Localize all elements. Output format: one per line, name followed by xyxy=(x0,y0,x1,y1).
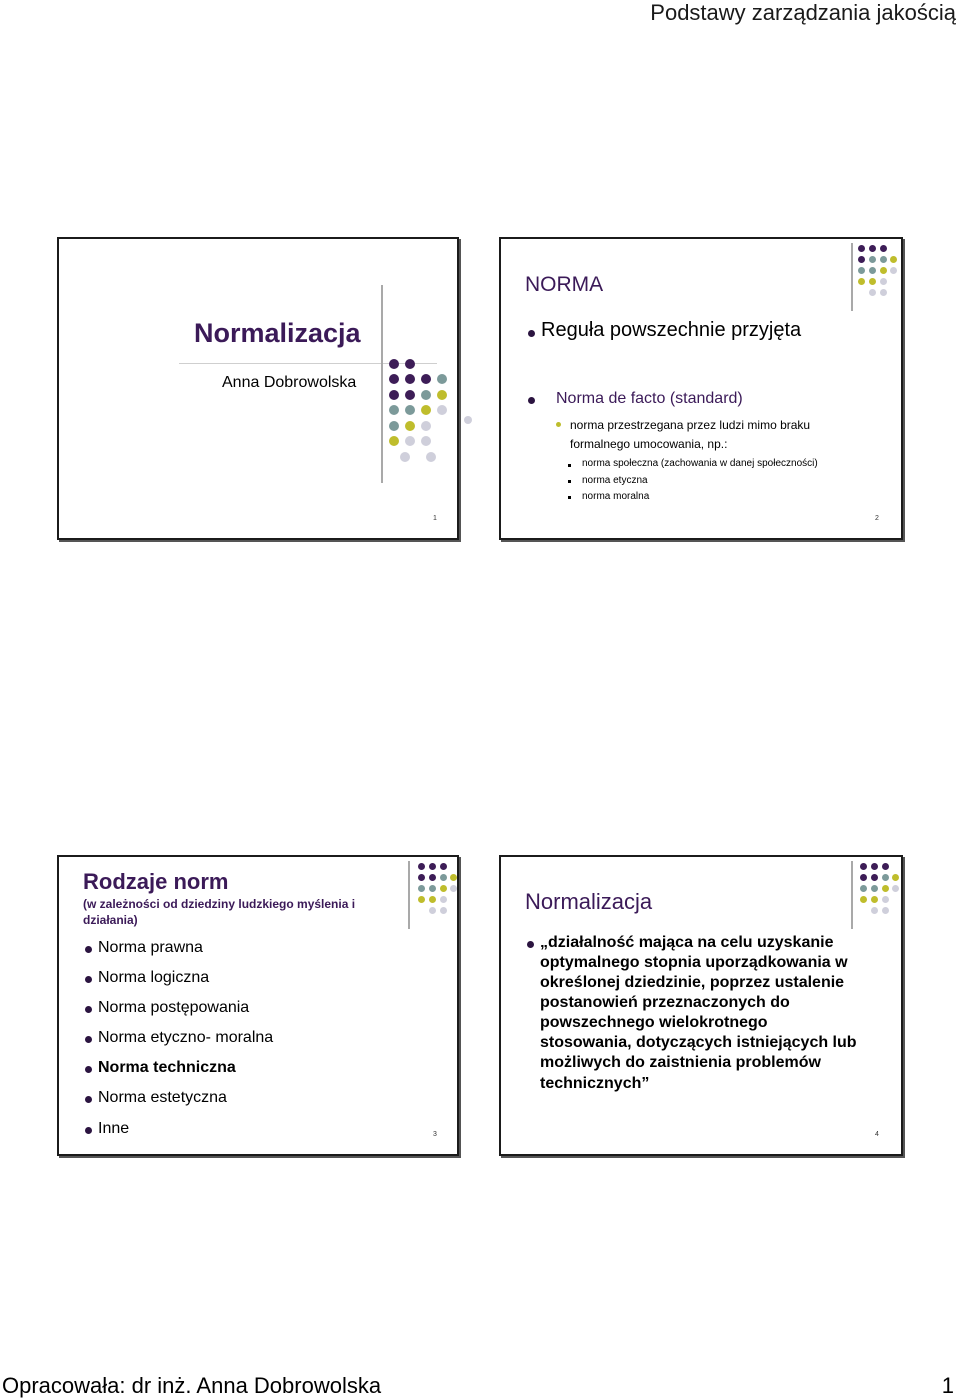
slide-2-sub-heading: Norma de facto (standard) xyxy=(556,390,743,407)
bullet-icon xyxy=(85,1066,92,1073)
slide-1 xyxy=(57,237,459,540)
slide-2-item: norma moralna xyxy=(582,491,650,502)
slide-3-item: Norma techniczna xyxy=(98,1059,236,1076)
bullet-icon xyxy=(85,1096,92,1103)
slide-3 xyxy=(57,855,459,1156)
slide-2-sub-line-2: formalnego umocowania, np.: xyxy=(570,437,728,451)
document-header: Podstawy zarządzania jakością xyxy=(650,0,956,25)
slide-4-vertical-rule xyxy=(851,861,853,929)
slide-4-line: technicznych” xyxy=(540,1075,650,1092)
bullet-icon xyxy=(556,422,561,427)
slide-3-item: Norma prawna xyxy=(98,939,203,956)
slide-3-number: 3 xyxy=(433,1131,437,1138)
slide-3-item: Norma postępowania xyxy=(98,999,250,1016)
slide-2-vertical-rule xyxy=(851,243,853,311)
document-page-number: 1 xyxy=(941,1373,954,1398)
bullet-icon xyxy=(85,1006,92,1013)
slide-1-title: Normalizacja xyxy=(194,318,361,348)
slide-4-line: optymalnego stopnia uporządkowania w xyxy=(540,954,848,971)
square-bullet-icon xyxy=(568,480,571,483)
slide-2-item: norma społeczna (zachowania w danej społeczności) xyxy=(582,458,818,469)
slide-2-sub-line-1: norma przestrzegana przez ludzi mimo braku xyxy=(570,418,811,432)
slide-3-item: Norma logiczna xyxy=(98,969,210,986)
bullet-icon xyxy=(85,1127,92,1134)
decorative-dots-icon xyxy=(860,863,900,923)
square-bullet-icon xyxy=(568,496,571,499)
slide-4-line: stosowania, dotyczących istniejących lub xyxy=(540,1034,857,1051)
slide-4-number: 4 xyxy=(875,1131,879,1138)
slide-3-item: Inne xyxy=(98,1120,130,1137)
slide-4 xyxy=(499,855,903,1156)
slide-4-title: Normalizacja xyxy=(525,889,653,914)
slide-1-vertical-rule xyxy=(381,285,383,483)
slide-3-item: Norma estetyczna xyxy=(98,1089,227,1106)
slide-3-item: Norma etyczno- moralna xyxy=(98,1029,274,1046)
slide-3-subtitle-line-1: (w zależności od dziedziny ludzkiego myślenia i xyxy=(83,897,356,911)
slide-3-vertical-rule xyxy=(408,861,410,929)
bullet-icon xyxy=(85,1036,92,1043)
slide-4-line: „działalność mająca na celu uzyskanie xyxy=(540,934,834,951)
slide-2-number: 2 xyxy=(875,515,879,522)
decorative-dots-icon xyxy=(858,245,898,305)
slide-4-line: określonej dziedzinie, poprzez ustalenie xyxy=(540,974,845,991)
slide-2-item: norma etyczna xyxy=(582,475,648,486)
bullet-icon xyxy=(528,397,535,404)
bullet-icon xyxy=(85,946,92,953)
slide-1-number: 1 xyxy=(433,515,437,522)
slide-4-line: postanowień przeznaczonych do xyxy=(540,994,790,1011)
slide-2-title: NORMA xyxy=(525,273,604,296)
bullet-icon xyxy=(528,330,535,337)
decorative-dots-icon xyxy=(389,359,459,469)
bullet-icon xyxy=(85,976,92,983)
bullet-icon xyxy=(527,941,534,948)
slide-3-title: Rodzaje norm xyxy=(83,869,229,894)
slide-4-line: możliwych do zaistnienia problemów xyxy=(540,1054,821,1071)
decorative-dots-icon xyxy=(418,863,458,923)
document-footer-author: Opracowała: dr inż. Anna Dobrowolska xyxy=(2,1373,382,1398)
square-bullet-icon xyxy=(568,464,571,467)
slide-2 xyxy=(499,237,903,540)
slide-2-main-bullet: Reguła powszechnie przyjęta xyxy=(541,319,802,341)
slide-3-subtitle-line-2: działania) xyxy=(83,913,138,927)
slide-4-line: powszechnego wielokrotnego xyxy=(540,1014,768,1031)
slide-1-author: Anna Dobrowolska xyxy=(222,374,357,391)
